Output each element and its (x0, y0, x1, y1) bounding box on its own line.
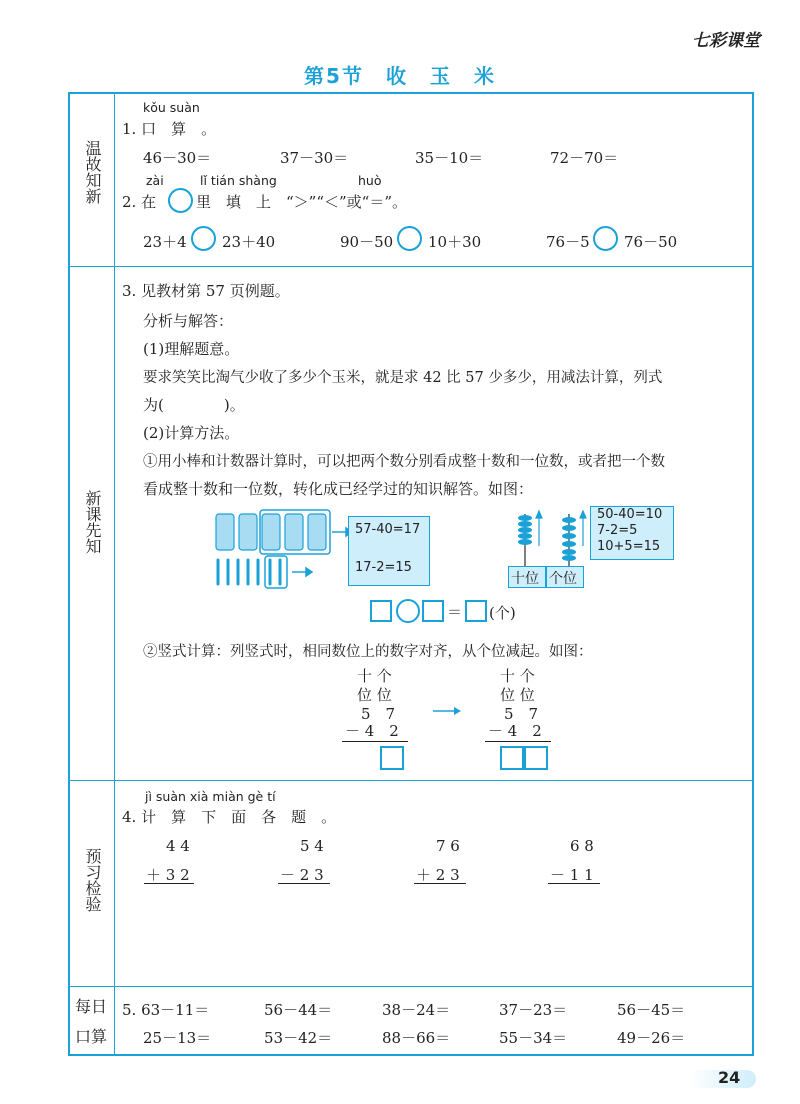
section-title: 第5节 收 玉 米 (304, 64, 496, 88)
vertical-bottom: － 4 2 (488, 722, 542, 740)
unit-label: (个) (489, 604, 516, 622)
sticks-equation: 57-40=17 (355, 522, 421, 537)
q4-line (144, 883, 194, 884)
q5-item: 88－66＝ (382, 1029, 451, 1047)
label-review: 温故知新 (83, 140, 102, 204)
q1-item: 37－30＝ (280, 149, 349, 167)
q5-item: 56－44＝ (264, 1001, 333, 1019)
q1-item: 35－10＝ (415, 149, 484, 167)
q2-left: 23＋4 (143, 233, 187, 251)
brand-logo: 七彩课堂 (692, 31, 760, 51)
q5-item: 25－13＝ (143, 1029, 212, 1047)
q5-item: 37－23＝ (499, 1001, 568, 1019)
q4-line (414, 883, 466, 884)
vertical-header: 位 位 (357, 686, 392, 704)
q4-bottom: ＋ 3 2 (146, 866, 190, 884)
q3-paragraph: ②竖式计算：列竖式时，相同数位上的数字对齐，从个位减起。如图： (143, 644, 593, 660)
vertical-bottom: － 4 2 (345, 722, 399, 740)
label-preview: 预习检验 (83, 848, 102, 912)
q5-item: 56－45＝ (617, 1001, 686, 1019)
q2-title: 里 填 上 “＞”“＜”或“＝”。 (196, 193, 408, 211)
q3-step2: (2)计算方法。 (143, 424, 240, 442)
answer-circle[interactable] (396, 599, 420, 623)
q2-right: 10＋30 (428, 233, 482, 251)
answer-circle[interactable] (191, 226, 216, 251)
q4-line (278, 883, 330, 884)
q4-title: 4. 计 算 下 面 各 题 。 (122, 808, 337, 826)
vertical-header: 位 位 (500, 686, 535, 704)
q2-right: 23＋40 (222, 233, 276, 251)
q4-line (548, 883, 600, 884)
q2-left: 76－5 (546, 233, 590, 251)
q4-pinyin: jì suàn xià miàn gè tí (145, 789, 276, 804)
q3-title: 3. 见教材第 57 页例题。 (122, 282, 290, 300)
q3-analysis: 分析与解答： (143, 312, 234, 330)
q3-paragraph: 要求笑笑比淘气少收了多少个玉米，就是求 42 比 57 少多少，用减法计算，列式 (143, 370, 663, 386)
vertical-line (485, 741, 551, 742)
q3-paragraph: 看成整十数和一位数，转化成已经学过的知识解答。如图： (143, 480, 534, 498)
q3-paragraph: 为( )。 (143, 396, 245, 414)
vertical-header: 十 个 (500, 667, 535, 685)
q1-title: 1. 口 算 。 (122, 120, 217, 138)
q5-item: 53－42＝ (264, 1029, 333, 1047)
answer-box[interactable] (524, 746, 548, 770)
q2-pinyin: zài (146, 173, 164, 188)
q2-title: 2. 在 (122, 193, 157, 211)
q4-top: 7 6 (436, 837, 460, 855)
sticks-equation: 17-2=15 (355, 560, 412, 575)
answer-box[interactable] (422, 600, 444, 622)
q4-top: 4 4 (166, 837, 190, 855)
vertical-top: 5 7 (361, 705, 396, 723)
answer-box[interactable] (465, 600, 487, 622)
answer-box[interactable] (500, 746, 524, 770)
label-column-divider (114, 92, 115, 1056)
abacus-ones-label: 个位 (549, 571, 577, 587)
q1-pinyin: kǒu suàn (143, 100, 200, 115)
q3-paragraph: ①用小棒和计数器计算时，可以把两个数分别看成整十数和一位数，或者把一个数 (143, 454, 665, 470)
q4-bottom: ＋ 2 3 (416, 866, 460, 884)
label-new-lesson: 新课先知 (83, 490, 102, 554)
answer-circle[interactable] (593, 226, 618, 251)
row-divider (68, 986, 754, 987)
vertical-top: 5 7 (504, 705, 539, 723)
answer-circle[interactable] (168, 188, 193, 213)
answer-box[interactable] (370, 600, 392, 622)
answer-circle[interactable] (397, 226, 422, 251)
abacus-equation: 10+5=15 (597, 539, 661, 554)
equals-sign: ＝ (447, 603, 463, 621)
vertical-line (342, 741, 408, 742)
q5-item: 5. 63－11＝ (122, 1001, 210, 1019)
q1-item: 72－70＝ (550, 149, 619, 167)
q5-item: 49－26＝ (617, 1029, 686, 1047)
q2-pinyin: huò (358, 173, 382, 188)
q3-step1: (1)理解题意。 (143, 340, 240, 358)
row-divider (68, 266, 754, 267)
q5-item: 55－34＝ (499, 1029, 568, 1047)
page-number: 24 (718, 1068, 741, 1087)
q5-item: 38－24＝ (382, 1001, 451, 1019)
q2-pinyin: lǐ tián shàng (200, 173, 277, 188)
q4-bottom: － 1 1 (550, 866, 594, 884)
q2-left: 90－50 (340, 233, 394, 251)
row-divider (68, 780, 754, 781)
label-daily-1: 每日 (74, 997, 107, 1016)
label-daily-2: 口算 (74, 1027, 107, 1046)
abacus-tens-label: 十位 (511, 571, 539, 587)
answer-box[interactable] (380, 746, 404, 770)
abacus-equation: 7-2=5 (597, 523, 638, 538)
q4-top: 5 4 (300, 837, 324, 855)
q4-bottom: － 2 3 (280, 866, 324, 884)
q1-item: 46－30＝ (143, 149, 212, 167)
q2-right: 76－50 (624, 233, 678, 251)
abacus-equation: 50-40=10 (597, 507, 663, 522)
vertical-header: 十 个 (357, 667, 392, 685)
arrow-icon (432, 705, 462, 717)
q4-top: 6 8 (570, 837, 594, 855)
